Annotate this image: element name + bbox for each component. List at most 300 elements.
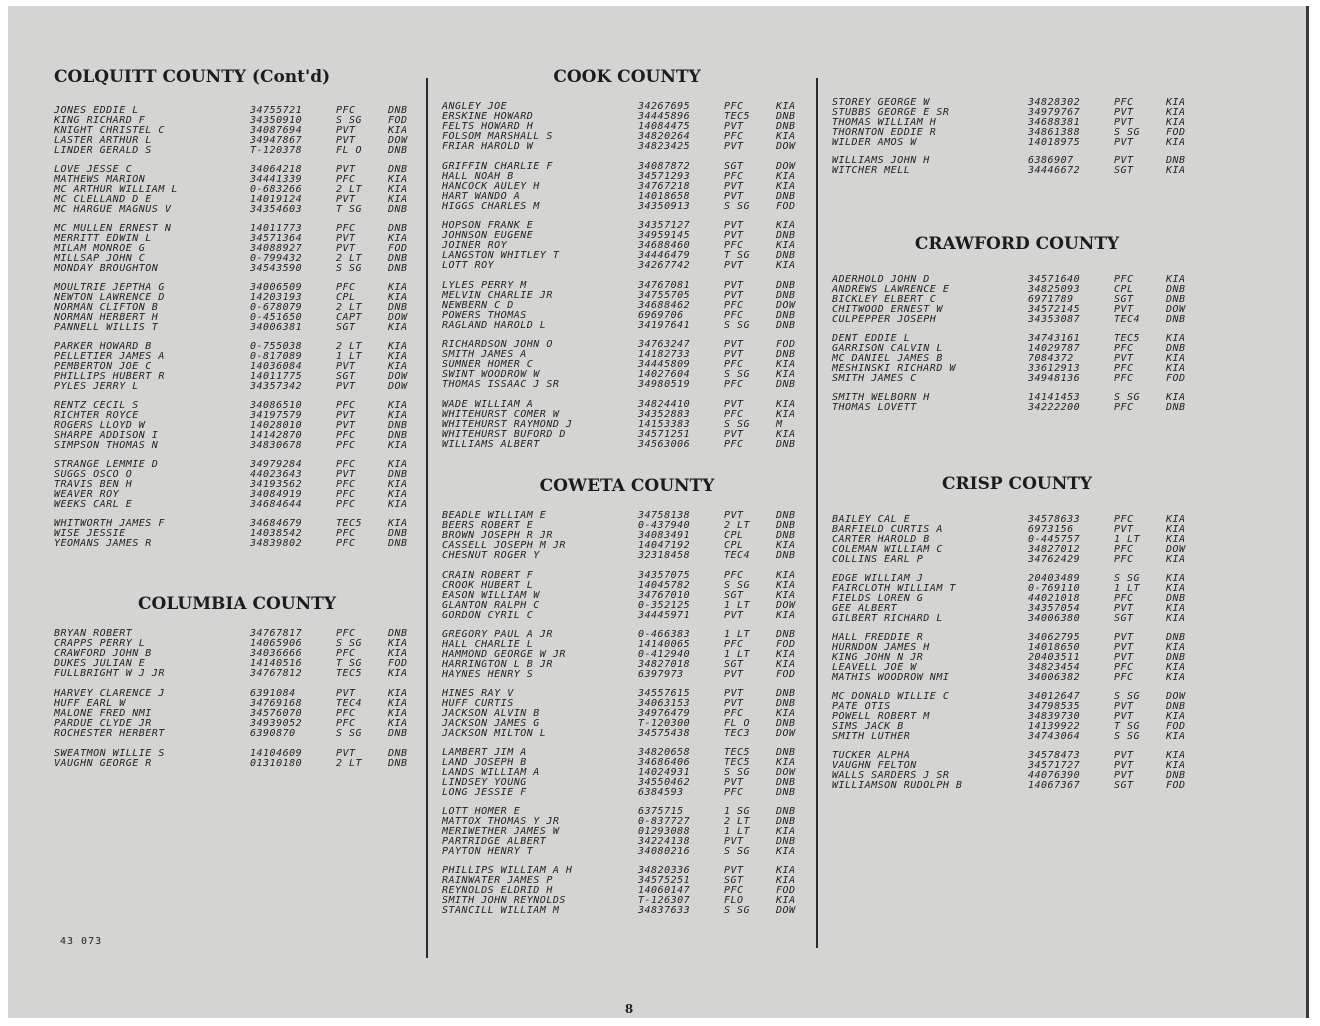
status: DNB — [776, 250, 796, 261]
rank: PFC — [336, 499, 356, 510]
serial-number: 34976479 — [638, 708, 691, 719]
rank: PFC — [1114, 544, 1134, 555]
soldier-name: HINES RAY V — [442, 688, 514, 699]
soldier-name: MATHIS WOODROW NMI — [832, 672, 950, 683]
status: FOD — [1166, 721, 1186, 732]
status: KIA — [776, 708, 796, 719]
county-title: COLQUITT COUNTY (Cont'd) — [54, 67, 331, 87]
serial-number: 34357127 — [638, 220, 691, 231]
roster-row — [54, 669, 420, 679]
roster-group — [54, 401, 420, 451]
soldier-name: LYLES PERRY M — [442, 280, 527, 291]
serial-number: 14018975 — [1028, 137, 1081, 148]
status: KIA — [1166, 573, 1186, 584]
status: DNB — [1166, 284, 1186, 295]
serial-number: 0-445757 — [1028, 534, 1081, 545]
status: DOW — [776, 161, 796, 172]
serial-number: 6973156 — [1028, 524, 1074, 535]
soldier-name: MC MULLEN ERNEST N — [54, 223, 172, 234]
soldier-name: CHESNUT ROGER Y — [442, 550, 540, 561]
serial-number: 34088927 — [250, 243, 303, 254]
serial-number: 34767081 — [638, 280, 691, 291]
soldier-name: JACKSON ALVIN B — [442, 708, 540, 719]
roster-group — [442, 630, 812, 680]
roster-group — [442, 162, 812, 212]
serial-number: 34684679 — [250, 518, 303, 529]
serial-number: 34688381 — [1028, 117, 1081, 128]
status: KIA — [776, 220, 796, 231]
status: DOW — [1166, 544, 1186, 555]
soldier-name: THOMAS LOVETT — [832, 402, 917, 413]
soldier-name: LANGSTON WHITLEY T — [442, 250, 560, 261]
soldier-name: MC DANIEL JAMES B — [832, 353, 943, 364]
status: DNB — [1166, 632, 1186, 643]
rank: PVT — [724, 836, 744, 847]
rank: PFC — [724, 570, 744, 581]
soldier-name: SMITH JAMES A — [442, 349, 527, 360]
serial-number: 34688460 — [638, 240, 691, 251]
status: KIA — [388, 479, 408, 490]
soldier-name: LOTT ROY — [442, 260, 495, 271]
status: KIA — [388, 708, 408, 719]
rank: S SG — [724, 846, 751, 857]
serial-number: 34686406 — [638, 757, 691, 768]
serial-number: 34036666 — [250, 648, 303, 659]
rank: S SG — [724, 201, 751, 212]
serial-number: 44076390 — [1028, 770, 1081, 781]
status: KIA — [388, 718, 408, 729]
soldier-name: SMITH LUTHER — [832, 731, 911, 742]
soldier-name: LOVE JESSE C — [54, 164, 133, 175]
soldier-name: ROGERS LLOYD W — [54, 420, 146, 431]
serial-number: 34012647 — [1028, 691, 1081, 702]
soldier-name: CULPEPPER JOSEPH — [832, 314, 937, 325]
roster-group — [54, 165, 420, 215]
county-section — [54, 62, 420, 549]
roster-row — [832, 673, 1202, 683]
rank: FL O — [724, 718, 751, 729]
serial-number: 7084372 — [1028, 353, 1074, 364]
soldier-name: ROCHESTER HERBERT — [54, 728, 165, 739]
status: KIA — [776, 826, 796, 837]
serial-number: 34062795 — [1028, 632, 1081, 643]
roster-row — [832, 614, 1202, 624]
serial-number: 6386907 — [1028, 155, 1074, 166]
serial-number: 34445896 — [638, 111, 691, 122]
rank: PVT — [336, 233, 356, 244]
rank: SGT — [724, 161, 744, 172]
page-number: 8 — [624, 1002, 634, 1016]
serial-number: 20403511 — [1028, 652, 1081, 663]
rank: PVT — [1114, 770, 1134, 781]
roster-group — [442, 102, 812, 152]
status: DNB — [776, 320, 796, 331]
status: DNB — [776, 290, 796, 301]
roster-group — [54, 519, 420, 549]
soldier-name: JONES EDDIE L — [54, 105, 139, 116]
serial-number: 34820658 — [638, 747, 691, 758]
rank: T SG — [1114, 721, 1141, 732]
status: DOW — [388, 381, 408, 392]
serial-number: 34006509 — [250, 282, 303, 293]
roster-row — [442, 202, 812, 212]
serial-number: 34445971 — [638, 610, 691, 621]
serial-number: T-120300 — [638, 718, 691, 729]
soldier-name: RAGLAND HAROLD L — [442, 320, 547, 331]
soldier-name: HALL FREDDIE R — [832, 632, 924, 643]
rank: S SG — [724, 580, 751, 591]
rank: PVT — [336, 688, 356, 699]
serial-number: 34979284 — [250, 459, 303, 470]
roster-row — [832, 555, 1202, 565]
rank: PVT — [336, 361, 356, 372]
status: KIA — [1166, 672, 1186, 683]
status: DNB — [1166, 652, 1186, 663]
status: KIA — [776, 895, 796, 906]
soldier-name: JACKSON JAMES G — [442, 718, 540, 729]
serial-number: 34575251 — [638, 875, 691, 886]
serial-number: 34197641 — [638, 320, 691, 331]
serial-number: 34352883 — [638, 409, 691, 420]
serial-number: 6397973 — [638, 669, 684, 680]
county-section — [54, 589, 420, 769]
rank: PFC — [724, 300, 744, 311]
roster-group — [832, 393, 1202, 413]
soldier-name: STOREY GEORGE W — [832, 97, 930, 108]
roster-row — [442, 321, 812, 331]
serial-number: T-126307 — [638, 895, 691, 906]
rank: PFC — [336, 628, 356, 639]
status: KIA — [1166, 613, 1186, 624]
rank: PVT — [1114, 652, 1134, 663]
serial-number: 34824410 — [638, 399, 691, 410]
rank: PVT — [1114, 304, 1134, 315]
rank: 1 LT — [724, 826, 751, 837]
rank: PVT — [724, 610, 744, 621]
status: KIA — [776, 409, 796, 420]
rank: PVT — [724, 399, 744, 410]
serial-number: 34543590 — [250, 263, 303, 274]
status: KIA — [388, 688, 408, 699]
soldier-name: GEE ALBERT — [832, 603, 898, 614]
soldier-name: POWELL ROBERT M — [832, 711, 930, 722]
serial-number: 34959145 — [638, 230, 691, 241]
rank: 2 LT — [336, 341, 363, 352]
soldier-name: MONDAY BROUGHTON — [54, 263, 159, 274]
soldier-name: BEADLE WILLIAM E — [442, 510, 547, 521]
status: DNB — [776, 280, 796, 291]
rank: PFC — [1114, 514, 1134, 525]
soldier-name: PARKER HOWARD B — [54, 341, 152, 352]
serial-number: 34743064 — [1028, 731, 1081, 742]
status: KIA — [388, 322, 408, 333]
status: KIA — [776, 399, 796, 410]
serial-number: 34758138 — [638, 510, 691, 521]
column-divider — [816, 78, 818, 948]
serial-number: 34550462 — [638, 777, 691, 788]
soldier-name: GARRISON CALVIN L — [832, 343, 943, 354]
rank: SGT — [1114, 294, 1134, 305]
status: KIA — [388, 194, 408, 205]
serial-number: 0-412940 — [638, 649, 691, 660]
status: DNB — [776, 816, 796, 827]
roster-group — [832, 275, 1202, 325]
rank: PVT — [336, 748, 356, 759]
county-title: CRISP COUNTY — [941, 474, 1093, 494]
soldier-name: SUGGS OSCO O — [54, 469, 133, 480]
roster-row — [54, 382, 420, 392]
status: KIA — [388, 341, 408, 352]
status: KIA — [776, 540, 796, 551]
soldier-name: TRAVIS BEN H — [54, 479, 133, 490]
roster-group — [442, 511, 812, 561]
roster-group — [442, 340, 812, 390]
serial-number: 34575438 — [638, 728, 691, 739]
status: DOW — [1166, 691, 1186, 702]
rank: PVT — [724, 688, 744, 699]
rank: PFC — [724, 708, 744, 719]
soldier-name: WADE WILLIAM A — [442, 399, 534, 410]
serial-number: 0-678079 — [250, 302, 303, 313]
soldier-name: CRAWFORD JOHN B — [54, 648, 152, 659]
status: DOW — [1166, 304, 1186, 315]
rank: 2 LT — [336, 302, 363, 313]
rank: PVT — [724, 339, 744, 350]
status: KIA — [776, 610, 796, 621]
status: KIA — [1166, 392, 1186, 403]
rank: TEC5 — [336, 518, 363, 529]
rank: CAPT — [336, 312, 363, 323]
status: KIA — [388, 174, 408, 185]
soldier-name: PANNELL WILLIS T — [54, 322, 159, 333]
rank: PVT — [1114, 642, 1134, 653]
status: DOW — [388, 135, 408, 146]
status: DNB — [1166, 770, 1186, 781]
rank: PFC — [336, 479, 356, 490]
soldier-name: PYLES JERRY L — [54, 381, 139, 392]
status: KIA — [776, 590, 796, 601]
serial-number: 34572145 — [1028, 304, 1081, 315]
rank: PVT — [724, 669, 744, 680]
serial-number: 34823454 — [1028, 662, 1081, 673]
rank: PVT — [1114, 137, 1134, 148]
rank: PVT — [724, 777, 744, 788]
serial-number: 0-799432 — [250, 253, 303, 264]
soldier-name: MATHEWS MARION — [54, 174, 146, 185]
status: KIA — [776, 131, 796, 142]
soldier-name: WITCHER MELL — [832, 165, 911, 176]
serial-number: 34979767 — [1028, 107, 1081, 118]
serial-number: 34080216 — [638, 846, 691, 857]
rank: PFC — [336, 718, 356, 729]
rank: PFC — [724, 240, 744, 251]
serial-number: 34939052 — [250, 718, 303, 729]
roster-group — [442, 571, 812, 621]
roster-row — [442, 788, 812, 798]
status: DNB — [776, 530, 796, 541]
status: KIA — [388, 499, 408, 510]
soldier-name: LONG JESSIE F — [442, 787, 527, 798]
status: KIA — [388, 518, 408, 529]
soldier-name: JACKSON MILTON L — [442, 728, 547, 739]
status: KIA — [1166, 750, 1186, 761]
roster-row — [442, 380, 812, 390]
serial-number: 14038542 — [250, 528, 303, 539]
rank: PVT — [724, 181, 744, 192]
soldier-name: HART WANDO A — [442, 191, 521, 202]
roster-row — [54, 441, 420, 451]
rank: PFC — [1114, 343, 1134, 354]
rank: TEC5 — [724, 111, 751, 122]
rank: PVT — [1114, 155, 1134, 166]
rank: PVT — [336, 194, 356, 205]
rank: PFC — [724, 171, 744, 182]
soldier-name: HARRINGTON L B JR — [442, 659, 553, 670]
rank: PFC — [1114, 97, 1134, 108]
serial-number: 34767812 — [250, 668, 303, 679]
serial-number: 14018658 — [638, 191, 691, 202]
status: DNB — [388, 528, 408, 539]
serial-number: 34825093 — [1028, 284, 1081, 295]
status: KIA — [776, 369, 796, 380]
roster-group — [832, 633, 1202, 683]
serial-number: 01310180 — [250, 758, 303, 769]
status: FOD — [776, 885, 796, 896]
roster-row — [832, 781, 1202, 791]
serial-number: 34571364 — [250, 233, 303, 244]
roster-group — [54, 224, 420, 274]
rank: 2 LT — [336, 758, 363, 769]
rank: PFC — [336, 459, 356, 470]
rank: T SG — [336, 658, 363, 669]
serial-number: 6375715 — [638, 806, 684, 817]
rank: PVT — [336, 164, 356, 175]
soldier-name: POWERS THOMAS — [442, 310, 527, 321]
soldier-name: FOLSOM MARSHALL S — [442, 131, 553, 142]
roster-group — [54, 460, 420, 510]
serial-number: 34224138 — [638, 836, 691, 847]
status: DNB — [776, 111, 796, 122]
serial-number: 34084919 — [250, 489, 303, 500]
rank: 2 LT — [336, 184, 363, 195]
status: DNB — [388, 223, 408, 234]
serial-number: 34578473 — [1028, 750, 1081, 761]
status: KIA — [388, 282, 408, 293]
serial-number: 14045782 — [638, 580, 691, 591]
rank: 2 LT — [724, 816, 751, 827]
rank: CPL — [724, 540, 744, 551]
status: DNB — [388, 748, 408, 759]
status: DNB — [776, 349, 796, 360]
soldier-name: SMITH JOHN REYNOLDS — [442, 895, 566, 906]
rank: PVT — [724, 191, 744, 202]
serial-number: 34222200 — [1028, 402, 1081, 413]
rank: PVT — [336, 125, 356, 136]
roster-group — [54, 749, 420, 769]
rank: PVT — [1114, 760, 1134, 771]
serial-number: 44023643 — [250, 469, 303, 480]
serial-number: 34063153 — [638, 698, 691, 709]
status: KIA — [1166, 363, 1186, 374]
serial-number: 0-817089 — [250, 351, 303, 362]
rank: SGT — [1114, 613, 1134, 624]
soldier-name: FAIRCLOTH WILLIAM T — [832, 583, 956, 594]
soldier-name: STANCILL WILLIAM M — [442, 905, 560, 916]
serial-number: 44021018 — [1028, 593, 1081, 604]
serial-number: 0-466383 — [638, 629, 691, 640]
serial-number: 34083491 — [638, 530, 691, 541]
rank: 2 LT — [724, 520, 751, 531]
rank: PVT — [1114, 711, 1134, 722]
status: DNB — [388, 253, 408, 264]
serial-number: 34571727 — [1028, 760, 1081, 771]
status: KIA — [1166, 97, 1186, 108]
soldier-name: THOMAS ISSAAC J SR — [442, 379, 560, 390]
roster-group — [832, 751, 1202, 791]
serial-number: 34839730 — [1028, 711, 1081, 722]
roster-row — [832, 403, 1202, 413]
serial-number: 0-769110 — [1028, 583, 1081, 594]
rank: PVT — [724, 510, 744, 521]
status: KIA — [776, 171, 796, 182]
roster-row — [54, 146, 420, 156]
status: KIA — [1166, 514, 1186, 525]
status: DNB — [388, 420, 408, 431]
county-title: CRAWFORD COUNTY — [914, 234, 1120, 254]
rank: PVT — [336, 381, 356, 392]
roster-group — [54, 106, 420, 156]
serial-number: 0-437940 — [638, 520, 691, 531]
serial-number: 34087872 — [638, 161, 691, 172]
status: DNB — [776, 787, 796, 798]
serial-number: 14153383 — [638, 419, 691, 430]
roster-row — [54, 539, 420, 549]
soldier-name: FELTS HOWARD H — [442, 121, 534, 132]
soldier-name: EDGE WILLIAM J — [832, 573, 924, 584]
status: KIA — [776, 101, 796, 112]
soldier-name: JOINER ROY — [442, 240, 508, 251]
serial-number: 14182733 — [638, 349, 691, 360]
status: DNB — [388, 164, 408, 175]
rank: PVT — [724, 220, 744, 231]
status: KIA — [1166, 524, 1186, 535]
status: DNB — [776, 520, 796, 531]
serial-number: 14203193 — [250, 292, 303, 303]
serial-number: 34820264 — [638, 131, 691, 142]
rank: PVT — [724, 141, 744, 152]
serial-number: 34755705 — [638, 290, 691, 301]
rank: PFC — [724, 131, 744, 142]
status: KIA — [1166, 107, 1186, 118]
roster-group — [442, 866, 812, 916]
soldier-name: PAYTON HENRY T — [442, 846, 534, 857]
rank: PVT — [1114, 117, 1134, 128]
serial-number: 34446479 — [638, 250, 691, 261]
rank: PFC — [1114, 402, 1134, 413]
rank: PVT — [1114, 524, 1134, 535]
rank: PFC — [336, 223, 356, 234]
serial-number: 6390870 — [250, 728, 296, 739]
soldier-name: HALL CHARLIE L — [442, 639, 534, 650]
soldier-name: HARVEY CLARENCE J — [54, 688, 165, 699]
soldier-name: GREGORY PAUL A JR — [442, 629, 553, 640]
soldier-name: JOHNSON EUGENE — [442, 230, 534, 241]
status: DNB — [776, 836, 796, 847]
rank: PVT — [1114, 603, 1134, 614]
soldier-name: SHARPE ADDISON I — [54, 430, 159, 441]
roster-row — [832, 732, 1202, 742]
soldier-name: BICKLEY ELBERT C — [832, 294, 937, 305]
